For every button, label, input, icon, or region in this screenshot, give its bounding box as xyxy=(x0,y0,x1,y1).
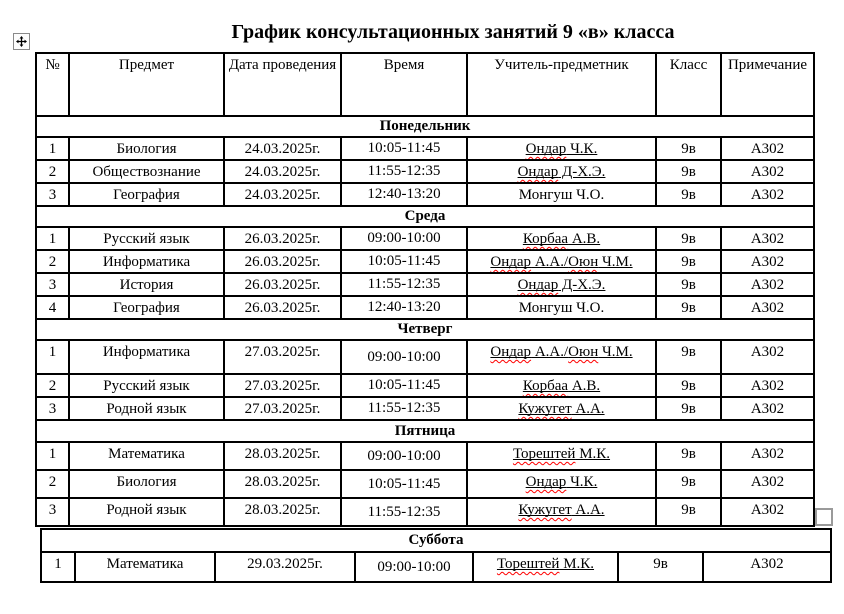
cell-date[interactable]: 26.03.2025г. xyxy=(224,250,341,273)
day-header-row xyxy=(41,529,831,552)
cell-teacher[interactable] xyxy=(467,250,656,273)
cell-teacher[interactable] xyxy=(467,183,656,206)
teacher-name xyxy=(519,187,605,203)
cell-subject[interactable]: Математика xyxy=(75,552,215,582)
name-text: А.А. xyxy=(571,401,605,417)
cell-class[interactable]: 9в xyxy=(656,250,721,273)
day-name-cell[interactable]: Четверг xyxy=(36,319,814,340)
misspelled-word: Кужугет xyxy=(518,401,572,417)
teacher-name xyxy=(490,344,632,360)
cell-class[interactable]: 9в xyxy=(656,442,721,470)
cell-note[interactable]: А302 xyxy=(721,250,814,273)
cell-time[interactable]: 11:55-12:35 xyxy=(341,160,467,183)
cell-number[interactable]: 2 xyxy=(36,374,69,397)
cell-subject[interactable]: Информатика xyxy=(69,250,224,273)
cell-subject[interactable]: Математика xyxy=(69,442,224,470)
cell-date[interactable]: 27.03.2025г. xyxy=(224,374,341,397)
cell-note[interactable]: А302 xyxy=(721,160,814,183)
schedule-row xyxy=(36,183,814,206)
day-name-cell[interactable]: Пятница xyxy=(36,420,814,442)
misspelled-word: Корбаа xyxy=(522,378,569,394)
day-header-row xyxy=(36,206,814,227)
cell-class[interactable]: 9в xyxy=(656,498,721,526)
misspelled-word: Ондар xyxy=(490,344,532,360)
name-text: Д-Х.Э. xyxy=(558,164,606,180)
cell-teacher[interactable] xyxy=(467,137,656,160)
cell-date[interactable]: 28.03.2025г. xyxy=(224,442,341,470)
cell-subject[interactable]: География xyxy=(69,296,224,319)
cell-teacher[interactable] xyxy=(467,470,656,498)
cell-time[interactable]: 12:40-13:20 xyxy=(341,183,467,206)
cell-date[interactable]: 24.03.2025г. xyxy=(224,183,341,206)
column-header-row xyxy=(36,53,814,116)
cell-time[interactable]: 10:05-11:45 xyxy=(341,137,467,160)
schedule-row xyxy=(36,250,814,273)
day-header-row xyxy=(36,319,814,340)
cell-number[interactable]: 4 xyxy=(36,296,69,319)
teacher-name xyxy=(519,300,605,316)
teacher-name xyxy=(523,378,600,394)
cell-subject[interactable]: Биология xyxy=(69,137,224,160)
cell-subject[interactable]: Русский язык xyxy=(69,227,224,250)
cell-number[interactable]: 3 xyxy=(36,397,69,420)
cell-note[interactable]: А302 xyxy=(721,374,814,397)
name-text: Ч.К. xyxy=(566,474,598,490)
cell-subject[interactable]: Обществознание xyxy=(69,160,224,183)
cell-subject[interactable]: Русский язык xyxy=(69,374,224,397)
cell-subject[interactable]: История xyxy=(69,273,224,296)
cell-number[interactable]: 1 xyxy=(36,442,69,470)
column-header-0[interactable]: № xyxy=(36,53,69,116)
schedule-row xyxy=(41,552,831,582)
cell-number[interactable]: 1 xyxy=(36,340,69,374)
cell-time[interactable]: 12:40-13:20 xyxy=(341,296,467,319)
day-name-cell[interactable]: Понедельник xyxy=(36,116,814,137)
misspelled-word: Ондар xyxy=(517,164,559,180)
cell-note[interactable]: А302 xyxy=(721,183,814,206)
cell-date[interactable]: 27.03.2025г. xyxy=(224,397,341,420)
name-text: А.В. xyxy=(568,378,601,394)
column-header-1[interactable]: Предмет xyxy=(69,53,224,116)
cell-number[interactable]: 3 xyxy=(36,498,69,526)
schedule-row xyxy=(36,498,814,526)
teacher-name xyxy=(526,474,598,490)
cell-teacher[interactable] xyxy=(467,340,656,374)
cell-date[interactable]: 26.03.2025г. xyxy=(224,296,341,319)
column-header-2[interactable]: Дата проведения xyxy=(224,53,341,116)
misspelled-word: Ондар xyxy=(525,141,567,157)
teacher-name xyxy=(497,556,594,572)
cell-class[interactable]: 9в xyxy=(618,552,703,582)
cell-teacher[interactable] xyxy=(467,374,656,397)
cell-note[interactable]: А302 xyxy=(721,273,814,296)
cell-date[interactable]: 26.03.2025г. xyxy=(224,227,341,250)
schedule-row xyxy=(36,160,814,183)
cell-date[interactable]: 28.03.2025г. xyxy=(224,470,341,498)
name-text: Монгуш Ч.О. xyxy=(518,187,605,203)
cell-class[interactable]: 9в xyxy=(656,160,721,183)
cell-class[interactable]: 9в xyxy=(656,273,721,296)
cell-number[interactable]: 3 xyxy=(36,273,69,296)
column-header-4[interactable]: Учитель-предметник xyxy=(467,53,656,116)
cell-teacher[interactable] xyxy=(467,227,656,250)
cell-subject[interactable]: Информатика xyxy=(69,340,224,374)
column-header-6[interactable]: Примечание xyxy=(721,53,814,116)
cell-date[interactable]: 27.03.2025г. xyxy=(224,340,341,374)
schedule-row xyxy=(36,397,814,420)
document-title[interactable]: График консультационных занятий 9 «в» класса xyxy=(231,21,675,43)
cell-date[interactable]: 26.03.2025г. xyxy=(224,273,341,296)
cell-time[interactable]: 09:00-10:00 xyxy=(341,227,467,250)
cell-note[interactable]: А302 xyxy=(721,470,814,498)
cell-time[interactable]: 11:55-12:35 xyxy=(341,273,467,296)
cell-number[interactable]: 2 xyxy=(36,160,69,183)
schedule-row xyxy=(36,137,814,160)
cell-class[interactable]: 9в xyxy=(656,340,721,374)
cell-subject[interactable]: Родной язык xyxy=(69,498,224,526)
cell-class[interactable]: 9в xyxy=(656,397,721,420)
cell-note[interactable]: А302 xyxy=(721,137,814,160)
cell-note[interactable]: А302 xyxy=(703,552,831,582)
name-text: А.А. xyxy=(571,502,605,518)
schedule-row xyxy=(36,296,814,319)
day-name-cell[interactable]: Среда xyxy=(36,206,814,227)
misspelled-word: Ондар xyxy=(517,277,559,293)
name-text: А.А./ xyxy=(531,254,569,270)
cell-note[interactable]: А302 xyxy=(721,296,814,319)
misspelled-word: Корбаа xyxy=(522,231,569,247)
cell-class[interactable]: 9в xyxy=(656,374,721,397)
cell-time[interactable]: 10:05-11:45 xyxy=(341,374,467,397)
teacher-name xyxy=(518,502,604,518)
name-text: А.А./ xyxy=(531,344,569,360)
move-arrows-icon xyxy=(16,36,27,47)
cell-time[interactable]: 09:00-10:00 xyxy=(355,552,473,582)
schedule-row xyxy=(36,470,814,498)
day-header-row xyxy=(36,116,814,137)
cell-teacher[interactable] xyxy=(467,442,656,470)
cell-class[interactable]: 9в xyxy=(656,227,721,250)
cell-class[interactable]: 9в xyxy=(656,470,721,498)
teacher-name xyxy=(490,254,632,270)
name-text: М.К. xyxy=(575,446,611,462)
cell-teacher[interactable] xyxy=(467,296,656,319)
cell-note[interactable]: А302 xyxy=(721,397,814,420)
misspelled-word: Торештей xyxy=(512,446,576,462)
cell-number[interactable]: 2 xyxy=(36,250,69,273)
cell-date[interactable]: 24.03.2025г. xyxy=(224,137,341,160)
cell-teacher[interactable] xyxy=(467,498,656,526)
schedule-row xyxy=(36,442,814,470)
cell-time[interactable]: 10:05-11:45 xyxy=(341,250,467,273)
name-text: Ч.К. xyxy=(566,141,598,157)
cell-note[interactable]: А302 xyxy=(721,227,814,250)
cell-time[interactable]: 09:00-10:00 xyxy=(341,442,467,470)
cell-date[interactable]: 24.03.2025г. xyxy=(224,160,341,183)
cell-subject[interactable]: Биология xyxy=(69,470,224,498)
day-name-cell[interactable]: Суббота xyxy=(41,529,831,552)
cell-number[interactable]: 1 xyxy=(36,137,69,160)
column-header-3[interactable]: Время xyxy=(341,53,467,116)
teacher-name xyxy=(513,446,610,462)
misspelled-word: Оюн xyxy=(568,344,599,360)
schedule-row xyxy=(36,340,814,374)
name-text: Ч.М. xyxy=(598,344,633,360)
cell-time[interactable]: 11:55-12:35 xyxy=(341,397,467,420)
cell-number[interactable]: 1 xyxy=(41,552,75,582)
cell-number[interactable]: 3 xyxy=(36,183,69,206)
teacher-name xyxy=(518,277,606,293)
misspelled-word: Ондар xyxy=(490,254,532,270)
name-text: Д-Х.Э. xyxy=(558,277,606,293)
schedule-row xyxy=(36,227,814,250)
misspelled-word: Кужугет xyxy=(518,502,572,518)
cell-class[interactable]: 9в xyxy=(656,137,721,160)
cell-time[interactable]: 11:55-12:35 xyxy=(341,498,467,526)
saturday-schedule-table xyxy=(40,528,832,583)
schedule-row xyxy=(36,374,814,397)
cell-time[interactable]: 09:00-10:00 xyxy=(341,340,467,374)
main-schedule-table xyxy=(35,52,815,527)
teacher-name xyxy=(523,231,600,247)
name-text: М.К. xyxy=(559,556,595,572)
misspelled-word: Торештей xyxy=(496,556,560,572)
cell-time[interactable]: 10:05-11:45 xyxy=(341,470,467,498)
cell-subject[interactable]: Родной язык xyxy=(69,397,224,420)
cell-class[interactable]: 9в xyxy=(656,296,721,319)
name-text: Монгуш Ч.О. xyxy=(518,300,605,316)
name-text: Ч.М. xyxy=(598,254,633,270)
table-resize-handle[interactable] xyxy=(815,508,833,526)
cell-teacher[interactable] xyxy=(473,552,618,582)
cell-note[interactable]: А302 xyxy=(721,442,814,470)
day-header-row xyxy=(36,420,814,442)
cell-note[interactable]: А302 xyxy=(721,340,814,374)
cell-date[interactable]: 29.03.2025г. xyxy=(215,552,355,582)
teacher-name xyxy=(526,141,598,157)
cell-date[interactable]: 28.03.2025г. xyxy=(224,498,341,526)
misspelled-word: Оюн xyxy=(568,254,599,270)
cell-teacher[interactable] xyxy=(467,160,656,183)
misspelled-word: Ондар xyxy=(525,474,567,490)
cell-class[interactable]: 9в xyxy=(656,183,721,206)
name-text: А.В. xyxy=(568,231,601,247)
teacher-name xyxy=(518,401,604,417)
column-header-5[interactable]: Класс xyxy=(656,53,721,116)
table-move-handle[interactable] xyxy=(13,33,30,50)
cell-number[interactable]: 1 xyxy=(36,227,69,250)
cell-number[interactable]: 2 xyxy=(36,470,69,498)
cell-note[interactable]: А302 xyxy=(721,498,814,526)
teacher-name xyxy=(518,164,606,180)
cell-teacher[interactable] xyxy=(467,273,656,296)
schedule-row xyxy=(36,273,814,296)
cell-teacher[interactable] xyxy=(467,397,656,420)
cell-subject[interactable]: География xyxy=(69,183,224,206)
